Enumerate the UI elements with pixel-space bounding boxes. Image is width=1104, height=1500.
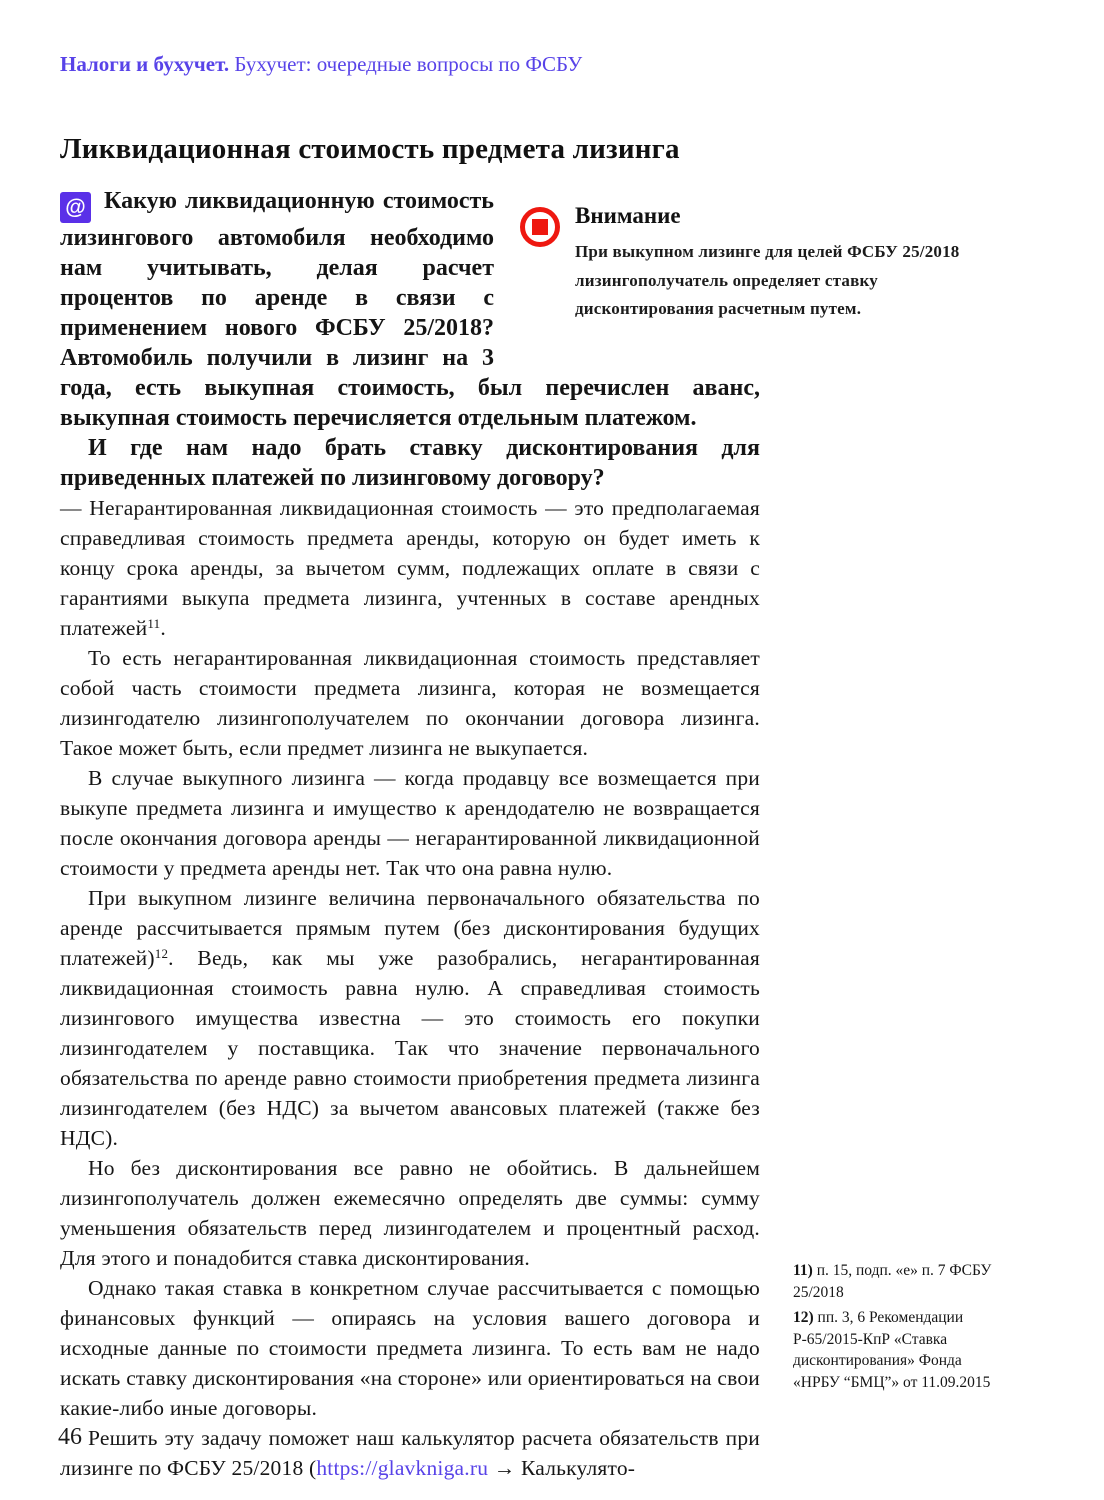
answer-text: → Калькулято- xyxy=(488,1456,636,1480)
answer-text: Решить эту задачу поможет наш калькулятор расчета обязательств при лизинге по ФСБУ 25/2018 ( xyxy=(60,1426,760,1480)
article-title: Ликвидационная стоимость предмета лизинга xyxy=(60,133,680,165)
footnote-11 xyxy=(793,1260,1005,1303)
answer-text: Однако такая ставка в конкретном случае рассчитывается с помощью финансовых функций — опираясь на условия вашего договора и исходные данные по стоимости предмета лизинга. То есть вам не надо искать ставку дисконтирования «на стороне» или ориентироваться на свои какие-либо иные договоры. xyxy=(60,1276,760,1420)
answer-paragraph xyxy=(60,883,760,1153)
question-paragraph-2: И где нам надо брать ставку дисконтирования для приведенных платежей по лизинговому договору? xyxy=(60,435,760,491)
answer-text: При выкупном лизинге величина первоначального обязательства по аренде рассчитывается прямым путем (без дисконтирования будущих платежей) xyxy=(60,886,760,970)
attention-text: При выкупном лизинге для целей ФСБУ 25/2018 лизингополучатель определяет ставку дисконтирования расчетным путем. xyxy=(575,242,960,318)
footnote-11-text: п. 15, подп. «е» п. 7 ФСБУ 25/2018 xyxy=(793,1262,992,1301)
question-text: Какую ликвидационную стоимость лизингового автомобиля необходимо нам учитывать, делая расчет процентов по аренде в связи с применением нового ФСБУ 25/2018? Автомобиль получили в лизинг на 3 года, есть выкупная стоимость, был перечислен аванс, выкупная стоимость перечисляется отдельным платежом. xyxy=(60,188,760,431)
running-head xyxy=(60,52,582,77)
answer-block xyxy=(60,493,760,1483)
attention-title: Внимание xyxy=(575,203,681,228)
question-wrap-spacer xyxy=(494,186,760,370)
footnote-12 xyxy=(793,1307,1005,1393)
answer-paragraph xyxy=(60,1273,760,1423)
answer-paragraph xyxy=(60,763,760,883)
answer-paragraph xyxy=(60,493,760,643)
answer-paragraph xyxy=(60,1153,760,1273)
answer-text: . Ведь, как мы уже разобрались, негарантированная ликвидационная стоимость равна нулю. А справедливая стоимость лизингового имущества известна — это стоимость его покупки лизингодателем у поставщика. Так что значение первоначального обязательства по аренде равно стоимости приобретения предмета лизинга лизингодателем (без НДС) за вычетом авансовых платежей (также без НДС). xyxy=(60,946,760,1150)
article-body xyxy=(60,186,760,1483)
footnote-reference: 12 xyxy=(154,946,169,961)
running-head-section: Налоги и бухучет. xyxy=(60,52,230,76)
answer-paragraph xyxy=(60,1423,760,1483)
footnote-reference: 11 xyxy=(147,616,161,631)
footnote-12-number: 12) xyxy=(793,1309,814,1326)
footnotes xyxy=(793,1260,1005,1397)
answer-text: — Негарантированная ликвидационная стоимость — это предполагаемая справедливая стоимость предмета аренды, которую он будет иметь к концу срока аренды, за вычетом сумм, подлежащих оплате в связи с гарантиями выкупа предмета лизинга, учтенных в составе арендных платежей xyxy=(60,496,760,640)
glavkniga-link[interactable]: https://glavkniga.ru xyxy=(316,1456,489,1480)
question-block xyxy=(60,186,760,493)
answer-paragraph xyxy=(60,643,760,763)
answer-text: То есть негарантированная ликвидационная стоимость представляет собой часть стоимости предмета лизинга, которая не возмещается лизингодателю лизингополучателем по окончании договора лизинга. Такое может быть, если предмет лизинга не выкупается. xyxy=(60,646,760,760)
at-icon: @ xyxy=(60,192,91,223)
footnote-11-number: 11) xyxy=(793,1262,813,1279)
answer-text: В случае выкупного лизинга — когда продавцу все возмещается при выкупе предмета лизинга и имущество к арендодателю не возвращается после окончания договора аренды — негарантированной ликвидационной стоимости у предмета аренды нет. Так что она равна нулю. xyxy=(60,766,760,880)
page-number: 46 xyxy=(58,1424,82,1450)
answer-text: Но без дисконтирования все равно не обойтись. В дальнейшем лизингополучатель должен ежемесячно определять две суммы: сумму уменьшения обязательств перед лизингодателем и процентный расход. Для этого и понадобится ставка дисконтирования. xyxy=(60,1156,760,1270)
footnote-12-text: пп. 3, 6 Рекомендации Р-65/2015-КпР «Ставка дисконтирования» Фонда «НРБУ “БМЦ”» от 11.09.2015 xyxy=(793,1309,991,1391)
answer-text: . xyxy=(160,616,166,640)
running-head-subsection: Бухучет: очередные вопросы по ФСБУ xyxy=(234,52,583,76)
